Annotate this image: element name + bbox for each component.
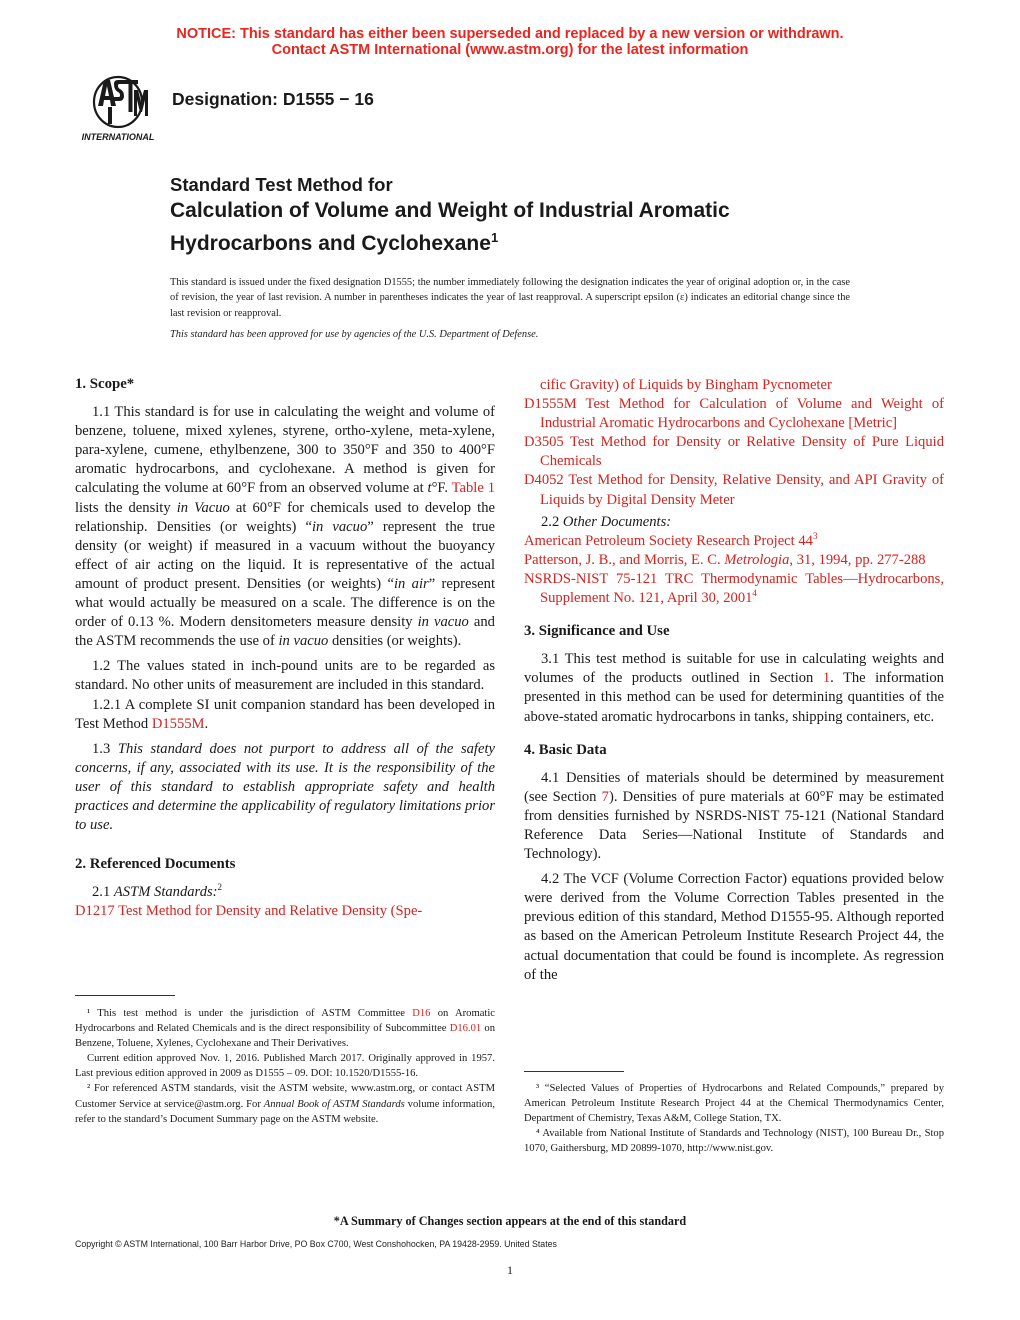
d16-link[interactable]: D16 [412,1008,431,1019]
title-line3: Hydrocarbons and Cyclohexane$^1$ [170,230,499,255]
footnote-divider-left [75,995,175,996]
basic-data-paragraph-4.1: 4.1 Densities of materials should be determined by measurement (see Section 7). Densities of pure materials at 60°F may be estimated from densities furnished by NSRDS-NIST 75-121 (National Standard Reference Data Series—National Institute of Standards and Technology). [524,769,944,863]
approved-note: This standard has been approved for use by agencies of the U.S. Department of Defense. [170,329,539,340]
scope-paragraph-1.1: 1.1 This standard is for use in calculating the weight and volume of benzene, toluene, mixed xylenes, styrene, ortho-xylene, meta-xylene, para-xylene, cumene, ethylbenzene, 300 to 350°F and 350 to 400°F aromatic hydrocarbons, and cyclohexane. A method is given for calculating the volume at 60°F from an observed volume at t°F. Table 1 lists the density in Vacuo at 60°F for chemicals used to develop the relationship. Densities (or weights) “in vacuo” represent the true density (or weight) if measured in a vacuum without the buoyancy effect of air acting on the liquid. It is representative of the actual amount of product present. Densities (or weights) “in air” represent what would actually be measured on a scale. The difference is on the order of 0.13 %. Modern densitometers measure density in vacuo and the ASTM recommends the use of in vacuo densities (or weights). [75,404,496,650]
footnote-divider-right [524,1071,624,1072]
footnote-2: ² For referenced ASTM standards, visit the ASTM website, www.astm.org, or contact ASTM Customer Service at service@astm.org. For Annual Book of ASTM Standards volume information, refer to the standard’s Document Summary page on the ASTM website. [75,1083,495,1125]
reference-d3505[interactable]: D3505 Test Method for Density or Relative Density of Pure Liquid Chemicals [524,434,944,470]
copyright: Copyright © ASTM International, 100 Barr Harbor Drive, PO Box C700, West Conshohocken, PA 19428-2959. United States [75,1239,557,1249]
section-7-link[interactable]: 7 [601,788,609,805]
right-column [524,376,944,985]
reference-d4052[interactable]: D4052 Test Method for Density, Relative Density, and API Gravity of Liquids by Digital Density Meter [524,472,944,508]
d1555m-link[interactable]: D1555M [151,715,205,732]
footnotes-right [524,1081,944,1156]
withdrawal-notice-line2: Contact ASTM International (www.astm.org) for the latest information [271,42,749,58]
footnote-3: ³ “Selected Values of Properties of Hydrocarbons and Related Compounds,” prepared by American Petroleum Institute Research Project 44 at the Chemical Thermodynamics Center, Department of Chemistry, Texas A&M, College Station, TX. [524,1083,944,1125]
d16-01-link[interactable]: D16.01 [449,1023,482,1035]
significance-paragraph-3.1: 3.1 This test method is suitable for use in calculating weights and volumes of the products outlined in Section 1. The information presented in this method can be used for determining quantities of the above-stated aromatic hydrocarbons in tanks, shipping containers, etc. [524,651,944,725]
title-line2: Calculation of Volume and Weight of Industrial Aromatic [170,199,730,222]
issued-note: This standard is issued under the fixed designation D1555; the number immediately following the designation indicates the year of original adoption or, in the case of revision, the year of last revision. A number in parentheses indicates the year of last reapproval. A superscript epsilon (ε) indicates an editorial change since the last revision or reapproval. [170,277,850,319]
section-1-link[interactable]: 1 [822,670,831,687]
reference-d1217-continued[interactable]: cific Gravity) of Liquids by Bingham Pycnometer [540,377,832,393]
table-1-link[interactable]: Table 1 [451,480,495,497]
basic-data-paragraph-4.2: 4.2 The VCF (Volume Correction Factor) equations provided below were derived from the Volume Correction Tables presented in the previous edition of this standard, Method D1555-95. Although reported as based on the American Petroleum Institute Research Project 44, the actual documentation that could be found is incomplete. As regression of the [524,871,944,983]
reference-d1555m[interactable]: D1555M Test Method for Calculation of Volume and Weight of Industrial Aromatic Hydrocarbons and Cyclohexane [Metric] [524,396,944,432]
scope-paragraph-1.2: 1.2 The values stated in inch-pound units are to be regarded as standard. No other units of measurement are included in this standard. [75,658,495,694]
title-footnote-mark: 1 [490,230,499,245]
astm-logo [68,72,168,147]
left-column [75,375,495,921]
title-line1: Standard Test Method for [170,174,393,195]
section-heading-significance: 3. Significance and Use [524,623,670,640]
footnote-1: ¹ This test method is under the jurisdiction of ASTM Committee D16 on Aromatic Hydrocarbons and Related Chemicals and is the direct responsibility of Subcommittee D16.01 on Benzene, Toluene, Xylenes, Cyclohexane and Their Derivatives. [75,1008,496,1050]
withdrawal-notice-line1: NOTICE: This standard has either been superseded and replaced by a new version or withdrawn. [176,26,844,42]
page-number: 1 [507,1263,513,1277]
scope-paragraph-1.2.1: 1.2.1 A complete SI unit companion standard has been developed in Test Method D1555M. [75,696,495,732]
other-document-nsrds-nist[interactable]: NSRDS-NIST 75-121 TRC Thermodynamic Tables—Hydrocarbons, Supplement No. 121, April 30, 2001$^4$ [524,570,944,607]
reference-d1217[interactable]: D1217 Test Method for Density and Relative Density (Spe- [75,903,423,920]
other-document-patterson[interactable]: Patterson, J. B., and Morris, E. C. Metrologia, 31, 1994, pp. 277-288 [524,551,926,568]
footnote-4: ⁴ Available from National Institute of Standards and Technology (NIST), 100 Bureau Dr., Stop 1070, Gaithersburg, MD 20899-1070, http://www.nist.gov. [524,1128,944,1155]
scope-paragraph-1.3: 1.3 This standard does not purport to address all of the safety concerns, if any, associated with its use. It is the responsibility of the user of this standard to establish appropriate safety and health practices and determine the applicability of regulatory limitations prior to use. [75,740,495,834]
summary-of-changes-note: *A Summary of Changes section appears at the end of this standard [333,1214,687,1228]
document-title [170,173,890,257]
footnote-1-edition: Current edition approved Nov. 1, 2016. Published March 2017. Originally approved in 1957. Last previous edition approved in 2009 as D1555 – 09. DOI: 10.1520/D1555-16. [75,1053,495,1080]
designation: Designation: D1555 − 16 [172,89,374,109]
section-heading-scope: 1. Scope* [75,376,135,392]
astm-standards-label: 2.1 ASTM Standards:$^2$ [92,882,223,901]
section-heading-basic-data: 4. Basic Data [524,741,607,758]
logo-wordmark: INTERNATIONAL [81,132,155,142]
section-heading-referenced-documents: 2. Referenced Documents [75,856,236,873]
footnotes-left [75,1006,495,1127]
other-documents-label: 2.2 Other Documents: [541,513,672,530]
other-document-api-44[interactable]: American Petroleum Society Research Project $44^3$ [524,530,818,549]
